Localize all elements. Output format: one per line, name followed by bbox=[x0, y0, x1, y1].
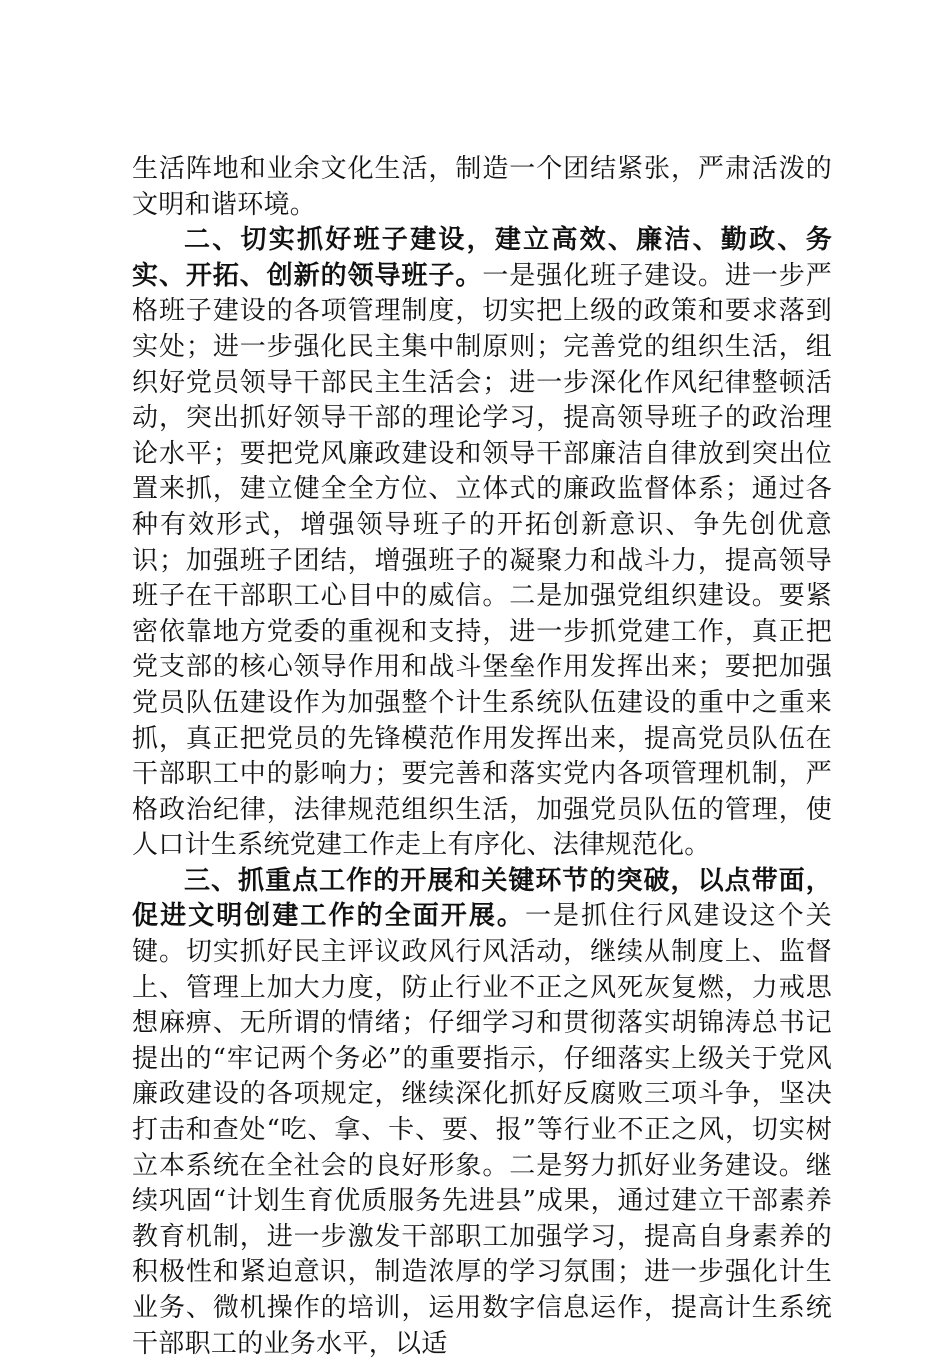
paragraph-continuation bbox=[132, 152, 832, 223]
paragraph-text: 一是强化班子建设。进一步严格班子建设的各项管理制度，切实把上级的政策和要求落到实处；进一步强化民主集中制原则；完善党的组织生活，组织好党员领导干部民主生活会；进一步深化作风纪律整顿活动，突出抓好领导干部的理论学习，提高领导班子的政治理论水平；要把党风廉政建设和领导干部廉洁自律放到突出位置来抓，建立健全全方位、立体式的廉政监督体系；通过各种有效形式，增强领导班子的开拓创新意识、争先创优意识；加强班子团结，增强班子的凝聚力和战斗力，提高领导班子在干部职工心目中的威信。二是加强党组织建设。要紧密依靠地方党委的重视和支持，进一步抓党建工作，真正把党支部的核心领导作用和战斗堡垒作用发挥出来；要把加强党员队伍建设作为加强整个计生系统队伍建设的重中之重来抓，真正把党员的先锋模范作用发挥出来，提高党员队伍在干部职工中的影响力；要完善和落实党内各项管理机制，严格政治纪律，法律规范组织生活，加强党员队伍的管理，使人口计生系统党建工作走上有序化、法律规范化。 bbox=[132, 260, 832, 861]
document-body bbox=[132, 152, 832, 1362]
paragraph-text: 生活阵地和业余文化生活，制造一个团结紧张，严肃活泼的文明和谐环境。 bbox=[132, 154, 832, 220]
paragraph-text: 一是抓住行风建设这个关键。切实抓好民主评议政风行风活动，继续从制度上、监督上、管理上加大力度，防止行业不正之风死灰复燃，力戒思想麻痹、无所谓的情绪；仔细学习和贯彻落实胡锦涛总书记提出的“牢记两个务必”的重要指示，仔细落实上级关于党风廉政建设的各项规定，继续深化抓好反腐败三项斗争，坚决打击和查处“吃、拿、卡、要、报”等行业不正之风，切实树立本系统在全社会的良好形象。二是努力抓好业务建设。继续巩固“计划生育优质服务先进县”成果，通过建立干部素养教育机制，进一步激发干部职工加强学习，提高自身素养的积极性和紧迫意识，制造浓厚的学习氛围；进一步强化计生业务、微机操作的培训，运用数字信息运作，提高计生系统干部职工的业务水平，以适 bbox=[132, 901, 832, 1359]
section-heading: 二、切实抓好班子建设，建立高效、廉洁、勤政、务实、开拓、创新的领导班子。 bbox=[132, 225, 832, 291]
paragraph-section-2 bbox=[132, 223, 832, 864]
section-heading: 三、抓重点工作的开展和关键环节的突破，以点带面，促进文明创建工作的全面开展。 bbox=[132, 865, 832, 932]
paragraph-section-3 bbox=[132, 864, 832, 1362]
